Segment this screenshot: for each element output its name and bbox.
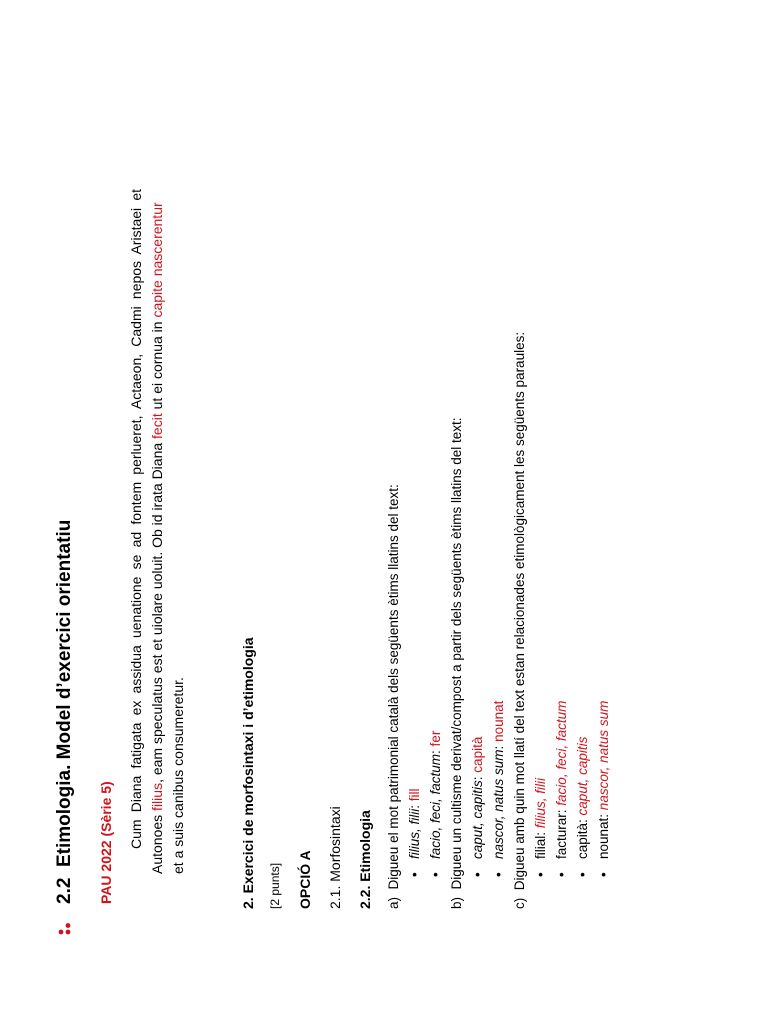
answer-c-2: • facturar: facio, feci, factum (554, 701, 569, 859)
latin-text-line-2: Autonoes filius, eam speculatus est et uiolare uoluit. Ob id irata Diana fecit ut ei cornua in capite nascerentur (149, 202, 165, 874)
subsection-etimologia: 2.2. Etimologia (357, 810, 373, 909)
answer-b-2: • nascor, natus sum: nounat (491, 701, 506, 859)
answer-c-1: • filial: filius, filii (533, 778, 548, 859)
answer-c-3: • capità: caput, capitis (575, 737, 590, 859)
answer-b-1: • caput, capitis: capità (470, 737, 485, 859)
exam-label: PAU 2022 (Sèrie 5) (98, 781, 114, 904)
section-title-text: Etimologia. Model d’exercici orientatiu (54, 519, 75, 868)
question-b: b) Digueu un cultisme derivat/compost a partir dels següents ètims llatins del text: (449, 417, 464, 909)
subsection-morfosintaxi: 2.1. Morfosintaxi (327, 806, 343, 909)
latin-text-line-3: et a suis canibus consumeretur. (170, 677, 186, 874)
answer-a-1: • filius, filii: fill (407, 788, 422, 859)
title-icon (56, 918, 74, 936)
answer-c-4: • nounat: nascor, natus sum (596, 701, 611, 859)
option-label: OPCIÓ A (297, 850, 313, 909)
latin-text-line-1 (128, 189, 144, 849)
section-title (54, 520, 76, 904)
exercise-heading: 2. Exercici de morfosintaxi i d’etimologia (240, 637, 256, 909)
section-number: 2.2 (54, 877, 75, 904)
points-label: [2 punts] (268, 862, 282, 909)
question-a: a) Digueu el mot patrimonial català dels següents ètims llatins del text: (386, 484, 401, 909)
answer-a-2: • facio, feci, factum: fer (428, 731, 443, 859)
question-c: c) Digueu amb quin mot llatí del text estan relacionades etimològicament les següents paraules: (512, 331, 527, 909)
highlight-filius: filius (149, 782, 165, 811)
highlight-capite-nascerentur: capite nascerentur (149, 202, 165, 318)
highlight-fecit: fecit (149, 413, 165, 439)
latin-line-1: Cum Diana fatigata ex assidua uenatione se ad fontem perlueret, Actaeon, Cadmi nepos Aristaei et (128, 189, 144, 849)
